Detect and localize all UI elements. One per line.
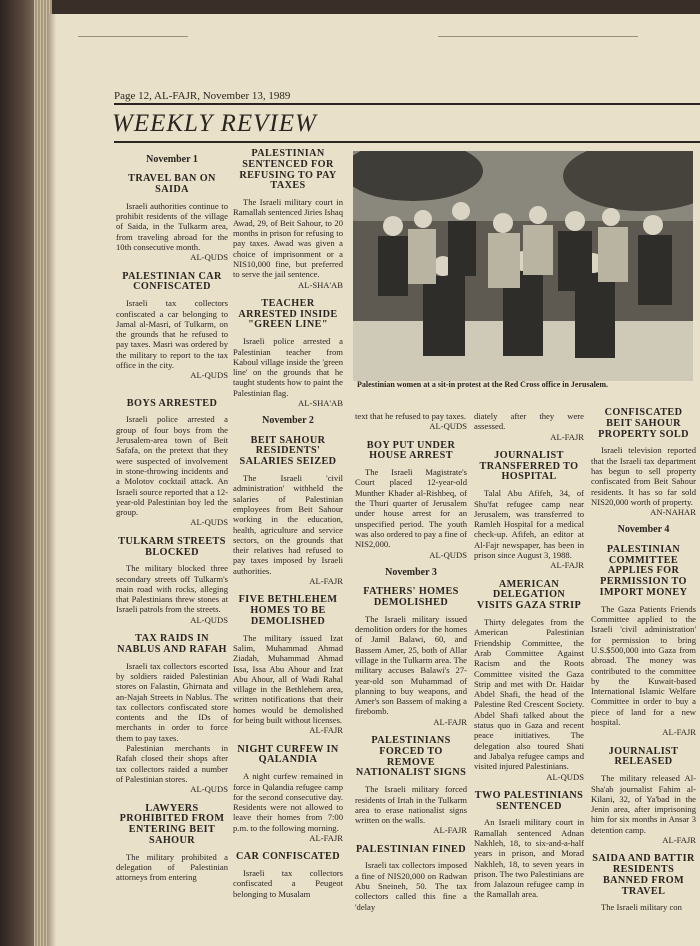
column-2: [233, 147, 343, 899]
source: AL-QUDS: [190, 784, 228, 795]
article-text: The Israeli military issued demolition orders for the homes of Jamil Balawi, 60, and Bassem Amer, 25, both of Allar village in the Tulkarm area. The military accuses Balawi's 27-year-old son Muhammad of planning to buy weapons, and Amer's son Bassem of making a firebomb.: [355, 613, 467, 717]
column-4: [474, 411, 584, 900]
article-text: The Gaza Patients Friends Committee applied to the Israeli 'civil administration' for permission to bring U.S.$500,000 into Gaza from abroad. The money was contributed to the committee by the Kuwait-based International Islamic Welfare Committee in order to buy a piece of land for a new hospital.: [591, 603, 696, 728]
source: AL-QUDS: [190, 614, 228, 625]
article-text: Israeli police arrested a group of four boys from the Jerusalem-area town of Beit Safafa, on the pretext that they were suspected of involvement in stone-throwing incidents and a Molotov cocktail attack. An Israeli source reported that a 12-year-old Palestinian boy led the group.: [116, 414, 228, 518]
section-title: WEEKLY REVIEW: [112, 110, 317, 137]
article-text: A night curfew remained in force in Qalandia refugee camp for the second consecutive day. Residents were not allowed to leave their homes from 7:00 p.m. to the following morning.: [233, 771, 343, 833]
headline: PALESTINIAN COMMITTEE APPLIES FOR PERMISSION TO IMPORT MONEY: [599, 543, 688, 598]
article-text: Israeli authorities continue to prohibit residents of the village of Saida, in the Tulkarm area, from traveling abroad for the 10th consecutive month.: [116, 200, 228, 253]
headline: BEIT SAHOUR RESIDENTS' SALARIES SEIZED: [239, 434, 337, 468]
article-text: Talal Abu Afifeh, 34, of Shu'fat refugee camp near Jerusalem, was transferred to Ramleh Hospital for a medical check-up. Afifeh, an editor at Al-Fajr newspaper, has been in prison since August 3, 1988.: [474, 488, 584, 561]
source: AL-FAJR: [433, 716, 467, 727]
header-rule: [114, 103, 700, 105]
article-text: Palestinian merchants in Rafah closed their shops after tax collectors raided a number of Palestinian stores.: [116, 743, 228, 784]
source: AL-FAJR: [433, 825, 467, 836]
source: AL-FAJR: [550, 560, 584, 571]
source: AL-FAJR: [662, 834, 696, 845]
headline: TULKARM STREETS BLOCKED: [118, 535, 226, 558]
headline: TRAVEL BAN ON SAIDA: [128, 173, 216, 196]
article-text: Israeli police arrested a Palestinian teacher from Kaboul village inside the 'green line' on the grounds that he taught students how to paint the Palestinian flag.: [233, 336, 343, 398]
protest-photo: [353, 151, 693, 381]
article-text: text that he refused to pay taxes.: [355, 411, 466, 421]
photo-caption: Palestinian women at a sit-in protest at the Red Cross office in Jerusalem.: [357, 380, 609, 389]
source: AN-NAHAR: [650, 507, 696, 518]
source: AL-FAJR: [309, 725, 343, 736]
article-text: The Israeli military forced residents of Irtah in the Tulkarm area to erase nationalist signs written on the walls.: [355, 784, 467, 826]
title-rule: [114, 141, 700, 143]
column-3: [355, 411, 467, 912]
headline: BOY PUT UNDER HOUSE ARREST: [366, 439, 456, 462]
article-text: The military prohibited a delegation of Palestinian attorneys from entering: [116, 851, 228, 883]
faint-rule: [78, 36, 188, 37]
headline: CONFISCATED BEIT SAHOUR PROPERTY SOLD: [598, 407, 689, 440]
article-text: diately after they were assessed.: [474, 411, 584, 432]
headline: BOYS ARRESTED: [126, 397, 218, 409]
article-text: The Israeli 'civil administration' withheld the salaries of Palestinian employees from Beit Sahour working in the education, health, agriculture and service sectors, on the grounds that their relatives had refused to pay taxes imposed by Israeli authorities.: [233, 473, 343, 576]
source: AL-QUDS: [190, 370, 228, 381]
source: AL-FAJR: [550, 431, 584, 442]
date-heading: November 2: [262, 415, 314, 427]
article-text: The military blocked three secondary streets off Tulkarm's main road with rocks, alleging that Palestinians threw stones at Israeli patrols from the streets.: [116, 563, 228, 615]
headline: LAWYERS PROHIBITED FROM ENTERING BEIT SAHOUR: [119, 802, 225, 846]
photo-image: [353, 151, 693, 381]
article-text: The military issued Izat Salim, Muhammad Ahmad Ziadah, Muhammad Ahmad Issa, Issa Abu Ahour and Izat Abu Ahour, all of Wadi Rahal village in the Bethlehem area, written notifications that their homes would be demolished for being built without licenses.: [233, 632, 343, 726]
article-text: Thirty delegates from the American Palestinian Friendship Committee, the Arab Committee Against Racism and the Roots Committee visited the Gaza Strip and met with Dr. Haidar Abdel Shafi, the head of the Palestine Red Crescent Society. Abdel Shafi talked about the status quo in Gaza and recent peace initiatives. The delegation also toured Shati and Jabalya refugee camps and visited injured Palestinians.: [474, 617, 584, 772]
headline: PALESTINIANS FORCED TO REMOVE NATIONALIST SIGNS: [355, 735, 467, 779]
date-heading: November 3: [385, 566, 437, 578]
headline: TEACHER ARRESTED INSIDE "GREEN LINE": [238, 297, 338, 331]
headline: CAR CONFISCATED: [235, 851, 340, 863]
headline: TWO PALESTINIANS SENTENCED: [474, 789, 584, 812]
article-text: Israeli tax collectors escorted by soldiers raided Palestinian stores on Falastin, Ghirnata and an-Najah Streets in Nablus. The tax collectors confiscated store contents and the IDs of merchants in order to force them to pay taxes.: [116, 660, 228, 743]
source: AL-QUDS: [546, 771, 584, 782]
headline: PALESTINIAN FINED: [356, 843, 466, 855]
source: AL-QUDS: [429, 421, 467, 432]
article-text: An Israeli military court in Ramallah sentenced Adnan Nakhleh, 18, to six-and-a-half years in prison, and Morad Nakhleh, 18, to seven years in prison. The two Palestinians are from Jalazoun refugee camp in the Ramallah area.: [474, 817, 584, 900]
source: AL-SHA'AB: [298, 279, 343, 290]
article-text: Israeli tax collectors imposed a fine of NIS20,000 on Radwan Abu Sneineh, 50. The tax collectors called this fine a 'delay: [355, 860, 467, 912]
article-text: The Israeli military court in Ramallah sentenced Jiries Ishaq Awad, 29, of Beit Sahour, to 20 months in prison for refusing to pay taxes. Awad was given a choice of imprisonment or a NIS10,000 fine, but preferred to serve the jail sentence.: [233, 197, 344, 280]
headline: PALESTINIAN SENTENCED FOR REFUSING TO PAY TAXES: [239, 148, 337, 192]
column-5: [591, 399, 696, 913]
article-text: Israeli television reported that the Israeli tax department has begun to sell property confiscated from Beit Sahour residents. It has so far sold NIS20,000 worth of property.: [591, 445, 696, 507]
headline: NIGHT CURFEW IN QALANDIA: [237, 743, 339, 766]
page-header: Page 12, AL-FAJR, November 13, 1989: [114, 90, 291, 102]
headline: JOURNALIST RELEASED: [608, 745, 679, 768]
page-gutter-shadow: [48, 14, 56, 946]
article-text: Israeli tax collectors confiscated a Peugeot belonging to Musalam: [233, 868, 343, 899]
article-text: Israeli tax collectors confiscated a car belonging to Jamal al-Masri, of Tulkarm, on the grounds that he refused to pay taxes. Masri was ordered by the military to report to the tax office in the city.: [116, 298, 228, 371]
article-text: The military released Al-Sha'ab journalist Fahim al-Kilani, 32, of Ya'bad in the Jenin area, after imprisoning him for six months in Ansar 3 detention camp.: [591, 773, 696, 835]
source: AL-QUDS: [190, 252, 228, 263]
headline: TAX RAIDS IN NABLUS AND RAFAH: [117, 633, 227, 655]
newspaper-page: [48, 14, 700, 946]
headline: AMERICAN DELEGATION VISITS GAZA STRIP: [476, 578, 582, 612]
headline: FIVE BETHLEHEM HOMES TO BE DEMOLISHED: [238, 594, 338, 627]
date-heading: November 4: [617, 524, 670, 536]
headline: FATHERS' HOMES DEMOLISHED: [363, 586, 459, 608]
source: AL-FAJR: [309, 575, 343, 586]
date-heading: November 1: [146, 154, 198, 165]
article-text: The Israeli Magistrate's Court placed 12-year-old Munther Khader al-Rishbeq, of the Thuri quarter of Jerusalem under house arrest for an unspecified period. The youth was also ordered to pay a fine of NIS2,000.: [355, 467, 467, 550]
faint-rule: [438, 36, 638, 37]
source: AL-QUDS: [429, 549, 467, 560]
headline: JOURNALIST TRANSFERRED TO HOSPITAL: [479, 449, 579, 483]
headline: SAIDA AND BATTIR RESIDENTS BANNED FROM TRAVEL: [592, 853, 695, 897]
column-1: [116, 147, 228, 883]
source: AL-QUDS: [190, 517, 228, 528]
source: AL-FAJR: [309, 833, 343, 844]
headline: PALESTINIAN CAR CONFISCATED: [122, 270, 222, 293]
source: AL-FAJR: [662, 727, 696, 738]
source: AL-SHA'AB: [298, 398, 343, 409]
article-text: The Israeli military con: [601, 902, 682, 913]
